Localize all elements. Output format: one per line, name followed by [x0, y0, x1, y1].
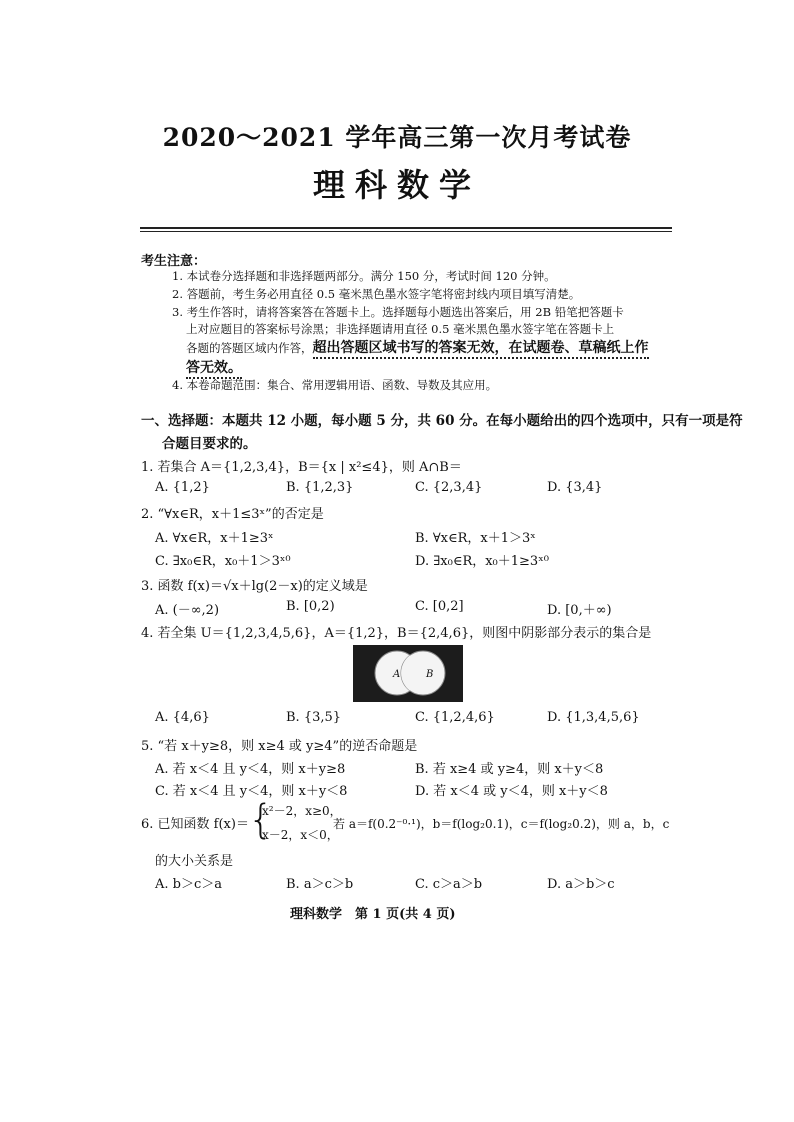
- question-4-option-c: C. {1,2,4,6}: [415, 710, 495, 725]
- header-divider: [140, 227, 672, 229]
- piecewise-bottom: x－2，x＜0，: [262, 828, 339, 842]
- page-footer: 理科数学 第 1 页(共 4 页): [290, 907, 456, 922]
- question-1-option-b: B. {1,2,3}: [286, 480, 354, 495]
- question-5-option-d: D. 若 x＜4 或 y＜4，则 x＋y＜8: [415, 784, 608, 799]
- question-4-option-b: B. {3,5}: [286, 710, 342, 725]
- question-1-stem: 1. 若集合 A＝{1,2,3,4}，B＝{x | x²≤4}，则 A∩B＝: [141, 460, 462, 475]
- question-1-option-a: A. {1,2}: [155, 480, 210, 495]
- question-5-option-a: A. 若 x＜4 且 y＜4，则 x＋y≥8: [155, 762, 346, 777]
- question-3-option-d: D. [0,＋∞): [547, 603, 612, 618]
- question-1-option-c: C. {2,3,4}: [415, 480, 483, 495]
- question-5-option-b: B. 若 x≥4 或 y≥4，则 x＋y＜8: [415, 762, 604, 777]
- question-3-stem: 3. 函数 f(x)＝√x＋lg(2－x)的定义域是: [141, 579, 368, 594]
- question-5-stem: 5. “若 x＋y≥8，则 x≥4 或 y≥4”的逆否命题是: [141, 739, 418, 754]
- question-6-option-d: D. a＞b＞c: [547, 877, 615, 892]
- notice-emphasis-b: 答无效。: [186, 360, 242, 379]
- exam-subject: 理科数学: [312, 166, 481, 204]
- question-6-stem-prefix: 6. 已知函数 f(x)＝: [141, 817, 249, 832]
- exam-title: 2020～2021 学年高三第一次月考试卷: [162, 123, 632, 152]
- notice-emphasis-end: [186, 357, 242, 377]
- question-6-option-a: A. b＞c＞a: [155, 877, 223, 892]
- question-4-stem: 4. 若全集 U＝{1,2,3,4,5,6}，A＝{1,2}，B＝{2,4,6}，则图中阴影部分表示的集合是: [141, 626, 652, 641]
- question-3-option-c: C. [0,2]: [415, 599, 464, 614]
- venn-label-b: B: [426, 669, 434, 680]
- notice-heading: 考生注意：: [141, 254, 207, 269]
- question-4-option-d: D. {1,3,4,5,6}: [547, 710, 640, 725]
- piecewise-brace: {: [248, 797, 274, 843]
- notice-item-3-cont: 上对应题目的答案标号涂黑；非选择题请用直径 0.5 毫米黑色墨水签字笔在答题卡上: [186, 322, 615, 336]
- notice-item-1: 1. 本试卷分选择题和非选择题两部分。满分 150 分，考试时间 120 分钟。: [172, 269, 556, 283]
- question-2-option-c: C. ∃x₀∈R，x₀＋1＞3ˣ⁰: [155, 554, 291, 569]
- venn-diagram: [353, 645, 463, 702]
- question-2-stem: 2. “∀x∈R，x＋1≤3ˣ”的否定是: [141, 507, 324, 522]
- notice-item-2: 2. 答题前，考生务必用直径 0.5 毫米黑色墨水签字笔将密封线内项目填写清楚。: [172, 287, 581, 301]
- notice-item-3-tail: 各题的答题区域内作答，: [186, 341, 313, 355]
- section-heading-cont: 合题目要求的。: [162, 436, 257, 452]
- question-6-stem-line2: 的大小关系是: [155, 854, 234, 869]
- question-6-stem-suffix: 若 a＝f(0.2⁻⁰·¹)，b＝f(log₂0.1)，c＝f(log₂0.2)，则 a，b，c: [333, 817, 670, 831]
- question-2-option-b: B. ∀x∈R，x＋1＞3ˣ: [415, 531, 536, 546]
- piecewise-top: x²－2，x≥0，: [262, 804, 342, 818]
- question-1-option-d: D. {3,4}: [547, 480, 603, 495]
- question-3-option-b: B. [0,2): [286, 599, 335, 614]
- venn-label-a: A: [393, 669, 401, 680]
- notice-item-4: 4. 本卷命题范围：集合、常用逻辑用语、函数、导数及其应用。: [172, 378, 498, 392]
- question-3-option-a: A. (－∞,2): [155, 603, 220, 618]
- header-divider-thin: [140, 231, 672, 232]
- question-6-option-b: B. a＞c＞b: [286, 877, 354, 892]
- venn-diagram-svg: [353, 645, 463, 702]
- question-2-option-a: A. ∀x∈R，x＋1≥3ˣ: [155, 531, 274, 546]
- question-5-option-c: C. 若 x＜4 且 y＜4，则 x＋y＜8: [155, 784, 348, 799]
- notice-item-3: 3. 考生作答时，请将答案答在答题卡上。选择题每小题选出答案后，用 2B 铅笔把答题卡: [172, 305, 624, 319]
- notice-emphasis: 超出答题区域书写的答案无效，在试题卷、草稿纸上作: [313, 340, 649, 359]
- notice-item-3-cont2: [186, 337, 649, 357]
- section-heading: 一、选择题：本题共 12 小题，每小题 5 分，共 60 分。在每小题给出的四个选项中，只有一项是符: [141, 413, 743, 429]
- question-6-option-c: C. c＞a＞b: [415, 877, 483, 892]
- question-4-option-a: A. {4,6}: [155, 710, 210, 725]
- question-2-option-d: D. ∃x₀∈R，x₀＋1≥3ˣ⁰: [415, 554, 549, 569]
